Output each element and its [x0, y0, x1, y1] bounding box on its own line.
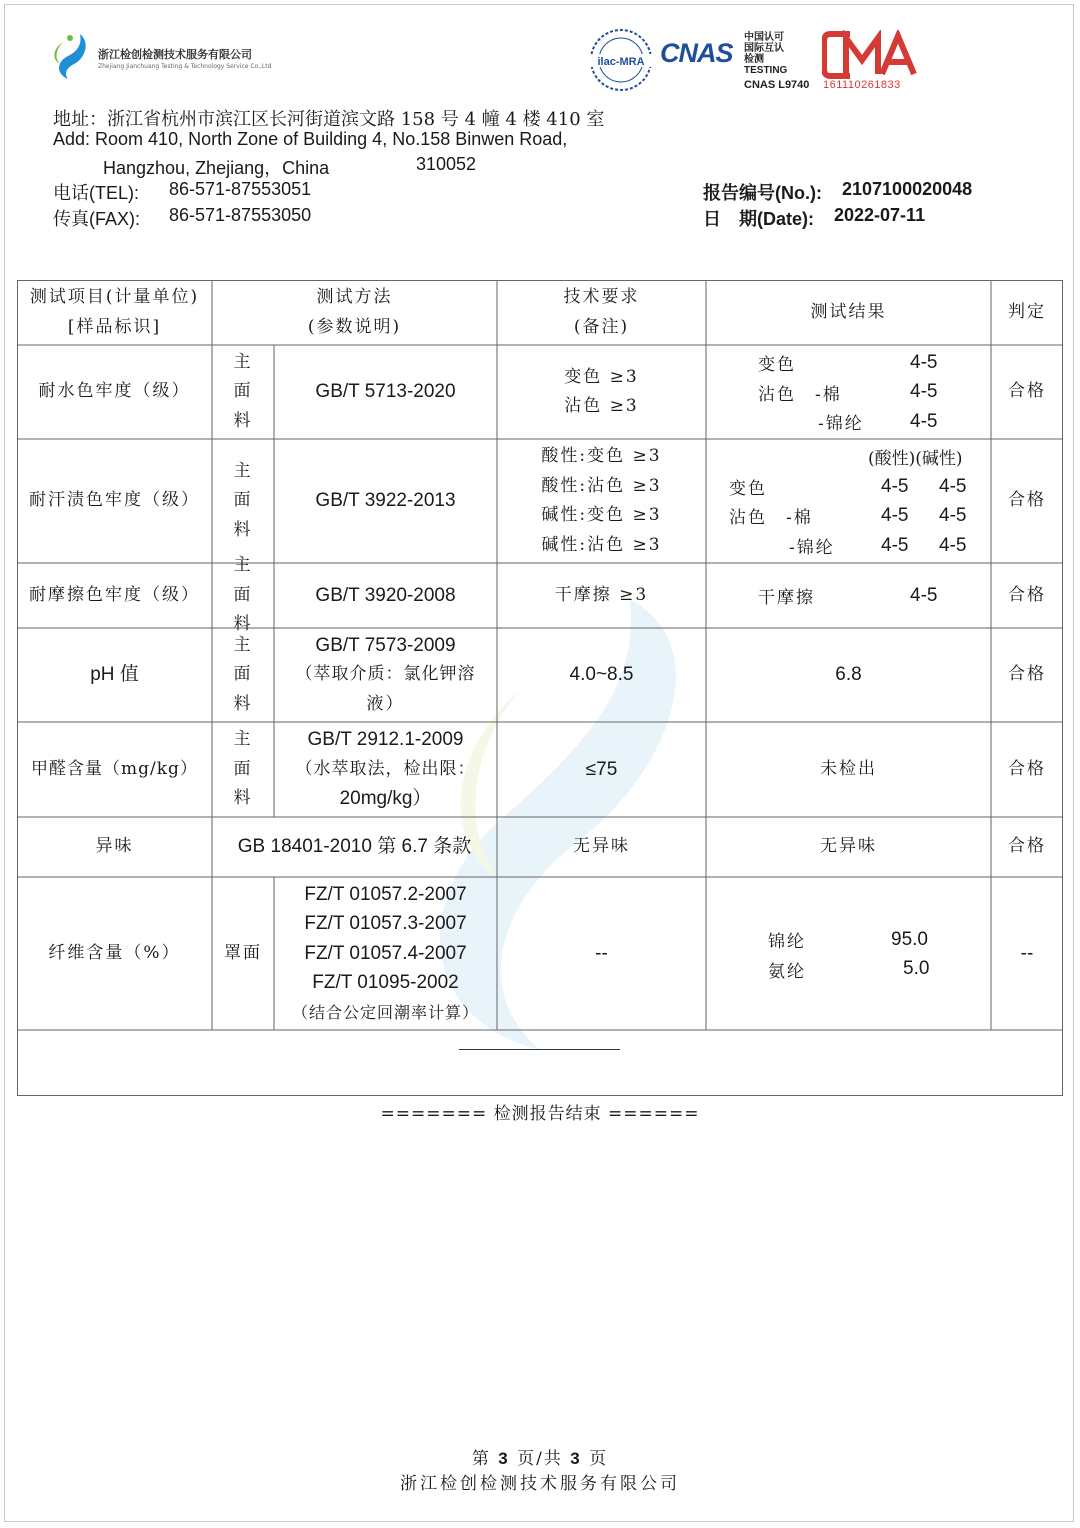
rub-fastness-requirement: 干摩擦 ≥3: [554, 584, 649, 605]
header-test-method: 测试方法 (参数说明): [307, 287, 402, 337]
sweat-result-label: 沾色 -棉: [729, 508, 813, 528]
fiber-result-label: 氨纶: [768, 962, 806, 982]
ph-verdict: 合格: [1008, 664, 1046, 685]
sweat-result-alkali: 4-5: [939, 476, 967, 497]
formaldehyde-requirement: ≤75: [585, 758, 618, 780]
ph-requirement: 4.0~8.5: [569, 664, 634, 686]
ph-item: pH 值: [90, 664, 139, 686]
report-date: 2022-07-11: [834, 205, 926, 225]
sweat-result-alkali: 4-5: [939, 535, 967, 556]
company-name-cn: 浙江检创检测技术服务有限公司: [98, 48, 252, 61]
fiber-result-value: 95.0: [891, 929, 928, 950]
address-en-line2: Hangzhou, Zhejiang，China: [103, 158, 330, 178]
header-requirement: 技术要求 (备注): [563, 287, 640, 337]
cnas-logo: CNAS: [660, 38, 733, 68]
water-fastness-verdict: 合格: [1008, 381, 1046, 402]
rub-fastness-verdict: 合格: [1008, 584, 1046, 605]
rub-fastness-item: 耐摩擦色牢度（级）: [29, 584, 200, 605]
sweat-result-acid: 4-5: [881, 476, 909, 497]
cma-logo: [822, 30, 918, 80]
sweat-fastness-verdict: 合格: [1008, 490, 1046, 511]
report-no: 2107100020048: [842, 179, 973, 199]
sweat-result-header: (酸性)(碱性): [868, 449, 963, 469]
fiber-result-value: 5.0: [903, 958, 930, 979]
water-fastness-part: 主面料: [233, 351, 253, 431]
header-verdict: 判定: [1008, 301, 1046, 322]
water-result-label: 沾色 -棉: [758, 385, 842, 405]
ilac-mra-logo: [586, 28, 656, 92]
fiber-verdict: --: [1020, 942, 1034, 964]
water-result-label: -锦纶: [818, 414, 864, 434]
address-cn: 地址：浙江省杭州市滨江区长河街道滨文路 158 号 4 幢 4 楼 410 室: [53, 109, 605, 130]
report-no-label: 报告编号(No.):: [703, 183, 822, 203]
sweat-result-acid: 4-5: [881, 535, 909, 556]
fiber-method: FZ/T 01057.2-2007 FZ/T 01057.3-2007 FZ/T 01057.4-2007 FZ/T 01095-2002 （结合公定回潮率计算）: [291, 883, 479, 1022]
formaldehyde-result: 未检出: [820, 758, 877, 779]
tel-value: 86-571-87553051: [169, 179, 312, 199]
header-result: 测试结果: [810, 301, 887, 322]
odor-result: 无异味: [820, 836, 877, 857]
footer-company: 浙江检创检测技术服务有限公司: [400, 1474, 680, 1494]
odor-verdict: 合格: [1008, 836, 1046, 857]
sweat-result-alkali: 4-5: [939, 505, 967, 526]
water-fastness-method: GB/T 5713-2020: [315, 381, 456, 403]
rub-fastness-method: GB/T 3920-2008: [315, 584, 456, 606]
formaldehyde-method: GB/T 2912.1-2009 （水萃取法，检出限： 20mg/kg）: [295, 729, 476, 810]
svg-text:ilac-MRA: ilac-MRA: [597, 56, 645, 68]
water-result-label: 变色: [758, 355, 796, 375]
sweat-fastness-part: 主面料: [233, 460, 253, 540]
cnas-caption: 中国认可 国际互认 检测 TESTING: [744, 32, 788, 76]
water-result-value: 4-5: [910, 381, 938, 402]
water-result-value: 4-5: [910, 352, 938, 373]
tel-label: 电话(TEL):: [53, 183, 140, 203]
rub-result-label: 干摩擦: [758, 588, 815, 608]
fiber-item: 纤维含量（%）: [48, 942, 181, 963]
water-result-value: 4-5: [910, 411, 938, 432]
rub-fastness-part: 主面料: [233, 555, 253, 635]
rub-result-value: 4-5: [910, 585, 938, 606]
odor-item: 异味: [95, 836, 134, 857]
sweat-result-label: 变色: [729, 479, 767, 499]
sweat-fastness-item: 耐汗渍色牢度（级）: [29, 490, 200, 511]
end-divider: [459, 1049, 620, 1050]
sweat-fastness-requirement: 酸性:变色 ≥3 酸性:沾色 ≥3 碱性:变色 ≥3 碱性:沾色 ≥3: [541, 446, 662, 555]
formaldehyde-verdict: 合格: [1008, 758, 1046, 779]
company-name-en: Zhejiang Jianchuang Testing & Technology Service Co.,Ltd: [98, 63, 272, 70]
address-en-line1: Add: Room 410, North Zone of Building 4, No.158 Binwen Road,: [53, 129, 568, 149]
fiber-requirement: --: [595, 942, 608, 964]
formaldehyde-part: 主面料: [233, 729, 253, 809]
odor-method: GB 18401-2010 第 6.7 条款: [237, 836, 472, 858]
page-number: 第 3 页/共 3 页: [471, 1449, 609, 1469]
ph-part: 主面料: [233, 634, 253, 714]
fiber-part: 罩面: [224, 942, 262, 963]
fiber-result-label: 锦纶: [768, 932, 806, 952]
fax-value: 86-571-87553050: [169, 205, 312, 225]
water-fastness-item: 耐水色牢度（级）: [38, 381, 191, 402]
sweat-fastness-method: GB/T 3922-2013: [315, 490, 456, 512]
ph-result: 6.8: [835, 664, 862, 686]
water-fastness-requirement: 变色 ≥3 沾色 ≥3: [564, 366, 639, 416]
header-test-item: 测试项目(计量单位) [样品标识]: [29, 287, 200, 337]
odor-requirement: 无异味: [573, 836, 630, 857]
date-label: 日 期(Date):: [703, 209, 814, 229]
company-logo: [50, 32, 92, 80]
cma-number: 161110261833: [823, 79, 901, 91]
sweat-result-acid: 4-5: [881, 505, 909, 526]
fax-label: 传真(FAX):: [53, 209, 141, 229]
ph-method: GB/T 7573-2009 （萃取介质：氯化钾溶 液）: [295, 634, 476, 714]
sweat-result-label: -锦纶: [789, 538, 835, 558]
formaldehyde-item: 甲醛含量（mg/kg）: [31, 758, 198, 779]
report-end-marker: ======= 检测报告结束 ======: [380, 1104, 700, 1124]
postcode: 310052: [416, 154, 477, 174]
cnas-code: CNAS L9740: [744, 79, 810, 91]
